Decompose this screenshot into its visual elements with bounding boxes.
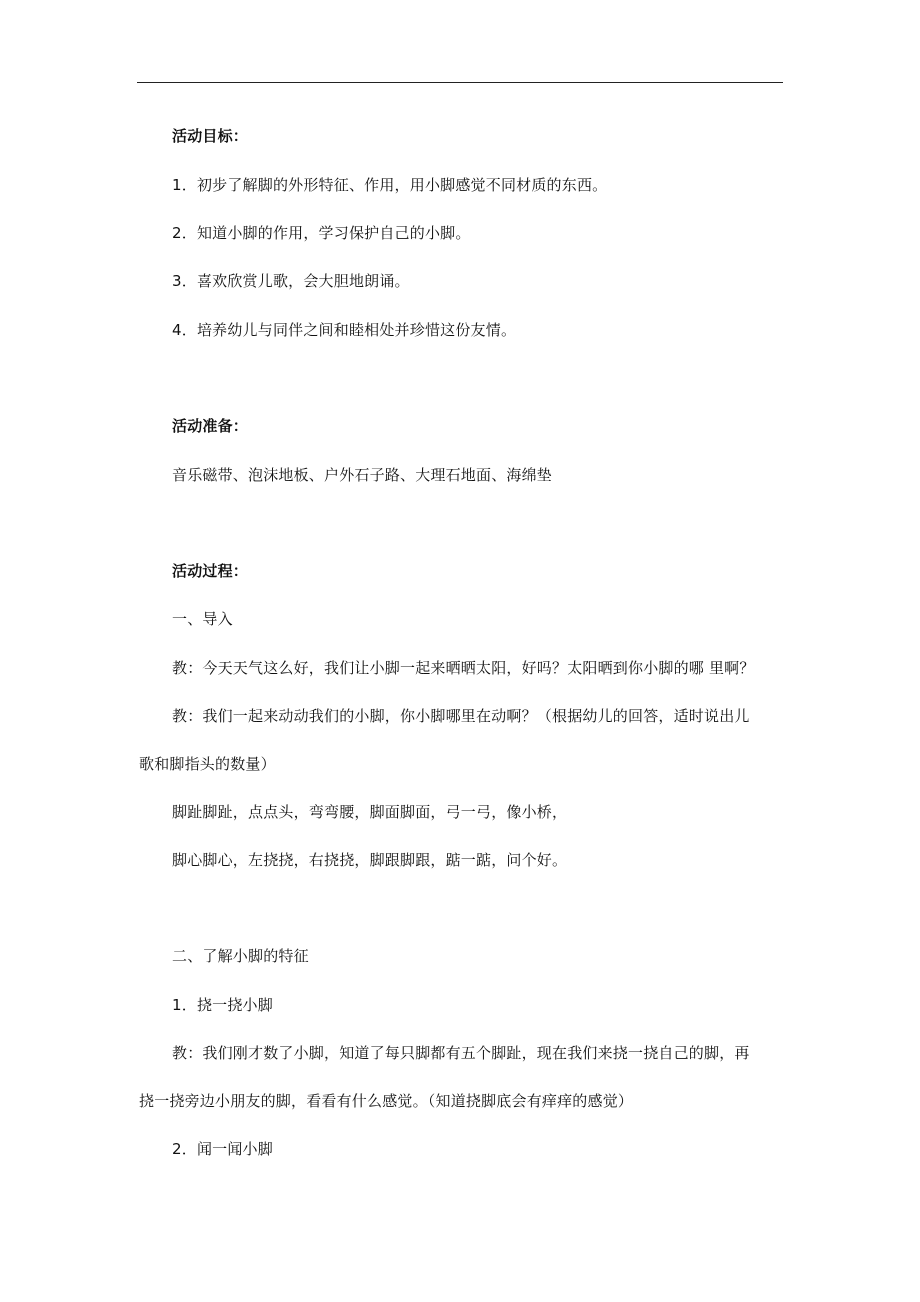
part2-paragraph-line-1: 教：我们刚才数了小脚，知道了每只脚都有五个脚趾，现在我们来挠一挠自己的脚，再 [172,1044,750,1062]
part1-title: 一、导入 [172,610,233,628]
part2-subtitle-1: 1．挠一挠小脚 [172,996,273,1014]
rhyme-line-1: 脚趾脚趾，点点头，弯弯腰，脚面脚面，弓一弓，像小桥， [172,803,568,821]
process-heading: 活动过程： [172,562,249,580]
part1-paragraph-1: 教：今天天气这么好，我们让小脚一起来晒晒太阳，好吗？太阳晒到你小脚的哪 里啊？ [172,659,755,677]
rhyme-line-2: 脚心脚心，左挠挠，右挠挠，脚跟脚跟，踮一踮，问个好。 [172,851,568,869]
part2-subtitle-2: 2．闻一闻小脚 [172,1140,273,1158]
goal-item-4: 4．培养幼儿与同伴之间和睦相处并珍惜这份友情。 [172,321,517,339]
preparation-text: 音乐磁带、泡沫地板、户外石子路、大理石地面、海绵垫 [172,466,553,484]
part2-paragraph-line-2: 挠一挠旁边小朋友的脚，看看有什么感觉。（知道挠脚底会有痒痒的感觉） [139,1092,634,1110]
part1-paragraph-2-line-2: 歌和脚指头的数量） [139,755,276,773]
part2-title: 二、了解小脚的特征 [172,947,309,965]
goal-item-2: 2．知道小脚的作用，学习保护自己的小脚。 [172,224,471,242]
goals-heading: 活动目标： [172,127,249,145]
preparation-heading: 活动准备： [172,417,249,435]
goal-item-3: 3．喜欢欣赏儿歌，会大胆地朗诵。 [172,272,410,290]
header-rule [137,82,783,83]
part1-paragraph-2-line-1: 教：我们一起来动动我们的小脚，你小脚哪里在动啊？（根据幼儿的回答，适时说出儿 [172,707,750,725]
goal-item-1: 1．初步了解脚的外形特征、作用，用小脚感觉不同材质的东西。 [172,176,608,194]
